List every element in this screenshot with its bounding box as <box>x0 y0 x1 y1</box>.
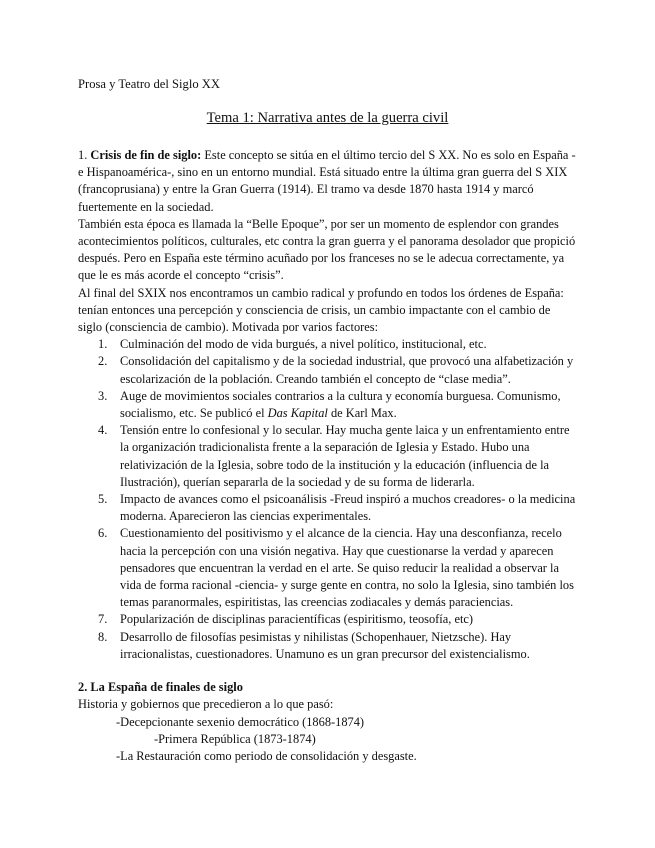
section-1-paragraph-3: Al final del SXIX nos encontramos un cambio radical y profundo en todos los órdenes de España: tenían entonces una percepción y consciencia de crisis, un cambio impactante con el cambio de siglo (consciencia de cambio). Motivada por varios factores: <box>78 285 564 335</box>
section-2-heading: 2. La España de finales de siglo <box>78 680 243 695</box>
list-number: 7. <box>98 612 108 627</box>
document-title: Tema 1: Narrativa antes de la guerra civil <box>206 110 449 126</box>
list-item <box>78 491 576 525</box>
list-item <box>78 388 576 422</box>
list-text: Impacto de avances como el psicoanálisis -Freud inspiró a muchos creadores- o la medicina moderna. Aparecieron las ciencias experimentales. <box>120 492 576 524</box>
history-item: -Decepcionante sexenio democrático (1868-1874) <box>116 714 365 729</box>
list-item <box>78 336 576 353</box>
list-text: Consolidación del capitalismo y de la sociedad industrial, que provocó una alfabetización y escolarización de la población. Creando también el concepto de “clase media”. <box>120 354 574 386</box>
list-number: 4. <box>98 423 108 438</box>
list-text: Culminación del modo de vida burgués, a nivel político, institucional, etc. <box>120 337 487 352</box>
list-number: 5. <box>98 492 108 507</box>
list-number: 8. <box>98 629 108 644</box>
list-item <box>78 629 576 663</box>
history-item: -Primera República (1873-1874) <box>154 731 316 746</box>
section-2-intro: Historia y gobiernos que precedieron a lo que pasó: <box>78 697 334 712</box>
list-item <box>78 422 576 491</box>
section-1-text: Este concepto se sitúa en el último tercio del S XX. No es solo en España -e Hispanoamérica-, sino en un entorno mundial. Está situado entre la última gran guerra del S XIX (francoprusiana) y entre la Gran Guerra (1914). El tramo va desde 1870 hasta 1914 y marcó fuertemente en la sociedad. <box>78 148 576 214</box>
history-item: -La Restauración como periodo de consolidación y desgaste. <box>116 748 417 763</box>
course-header: Prosa y Teatro del Siglo XX <box>78 77 220 91</box>
section-1-heading: Crisis de fin de siglo: <box>90 148 202 162</box>
list-text-pre: Auge de movimientos sociales contrarios a la cultura y economía burguesa. Comunismo, socialismo, etc. Se publicó el <box>120 388 561 421</box>
list-text: Tensión entre lo confesional y lo secular. Hay mucha gente laica y un enfrentamiento entre la organización tradicionalista frente a la separación de Iglesia y Estado. Hubo una relativización de la Iglesia, sobre todo de la institución y la educación (influencia de la Ilustración), querían separarla de la sociedad y de su forma de liderarla. <box>120 423 570 489</box>
list-item <box>78 353 576 387</box>
section-1-paragraph-2: También esta época es llamada la “Belle Epoque”, por ser un momento de esplendor con grandes acontecimientos políticos, culturales, etc contra la gran guerra y el panorama desolador que propició después. Pero en España este término acuñado por los franceses no se le adecua correctamente, ya que le es más acorde el concepto “crisis”. <box>78 216 576 283</box>
list-number: 6. <box>98 526 108 541</box>
list-text: Popularización de disciplinas paracientíficas (espiritismo, teosofía, etc) <box>120 612 474 627</box>
list-number: 2. <box>98 354 108 369</box>
section-spacer <box>78 663 576 679</box>
list-number: 3. <box>98 388 108 403</box>
factors-list <box>78 336 576 663</box>
list-number: 1. <box>98 337 108 352</box>
list-text: Cuestionamiento del positivismo y el alcance de la ciencia. Hay una desconfianza, recelo hacia la percepción con una visión negativa. Hay que cuestionarse la verdad y aparecen pensadores que encuentran la verdad en el arte. Se quiso reducir la realidad a observar la vida de forma racional -ciencia- y surge gente en contra, no solo la Iglesia, sino también los temas paranormales, espiritistas, las creencias zodiacales y demás paraciencias. <box>120 526 574 610</box>
list-text-post: de Karl Max. <box>327 406 397 421</box>
book-title: Das Kapital <box>267 406 328 421</box>
list-item <box>78 525 576 611</box>
list-item <box>78 611 576 628</box>
document-body <box>78 147 576 765</box>
list-text: Desarrollo de filosofías pesimistas y nihilistas (Schopenhauer, Nietzsche). Hay irracionalistas, cuestionadores. Unamuno es un gran precursor del existencialismo. <box>120 629 530 661</box>
section-1-number: 1. <box>78 148 88 162</box>
section-1-paragraph-1 <box>78 147 576 216</box>
